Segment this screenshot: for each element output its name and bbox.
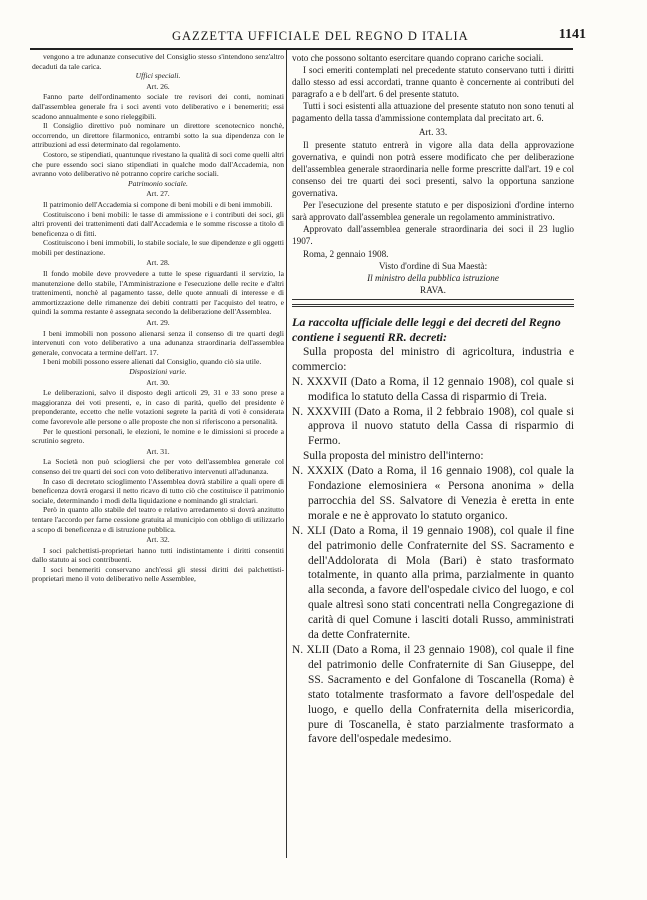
paragraph: Il Consiglio direttivo può nominare un direttore scenotecnico nonchè, occorrendo, un direttore filarmonico, entrambi sotto la sua dipendenza con le attribuzioni ad essi determinato dal regolamento. bbox=[32, 121, 284, 150]
paragraph: Per le questioni personali, le elezioni, le nomine e le dimissioni si procede a scrutinio segreto. bbox=[32, 426, 284, 446]
right-column bbox=[292, 52, 574, 747]
section-heading: Patrimonio sociale. bbox=[128, 178, 188, 188]
paragraph: Fanno parte dell'ordinamento sociale tre revisori dei conti, nominati dall'assemblea generale fra i soci aventi voto deliberativo e i benemeriti; essi scadono annualmente e sono rieleggibili. bbox=[32, 92, 284, 121]
paragraph: I beni mobili possono essere alienati dal Consiglio, quando ciò sia utile. bbox=[43, 357, 262, 367]
paragraph: Costituiscono i beni mobili: le tasse di ammissione e i contributi dei soci, gli altri proventi dei trattenimenti dati dall'Accademia e le somme riscosse a titolo di beneficenza o di fitti. bbox=[32, 209, 284, 238]
decree-item: N. XLI (Dato a Roma, il 19 gennaio 1908), col quale il fine del patrimonio delle Confraternite del SS. Sacramento e dell'Addolorata di Mola (Bari) è stato trasformato totalmente, in quanto alla prima, parzialmente in quanto alla seconda, a favore dell'ospedale civico del luogo, e col quale altresì sono stati concentrati nella Congregazione di carità di quel Comune i lasciti dotali Russo, amministrati da dette Confraternite. bbox=[292, 524, 574, 642]
gazette-title: GAZZETTA UFFICIALE DEL REGNO D ITALIA bbox=[172, 29, 469, 43]
signer-name: RAVA. bbox=[420, 284, 446, 295]
paragraph: La Società non può sciogliersi che per voto dell'assemblea generale col consenso dei tre quarti dei soci con voto deliberativo intervenuti all'adunanza. bbox=[32, 457, 284, 476]
paragraph: I soci palchettisti-proprietari hanno tutti indistintamente i diritti consentiti dallo statuto ai soci contribuenti. bbox=[32, 545, 284, 565]
article-heading: Art. 26. bbox=[146, 81, 170, 91]
paragraph: Le deliberazioni, salvo il disposto degli articoli 29, 31 e 33 sono prese a maggioranza dei voti presenti, e, in caso di parità, quello del presidente è preponderante, eccetto che nelle votazioni segrete la parità di voti è considerata come favorevole alle persone o alle proposte che non si riferiscono a personalità. bbox=[32, 388, 284, 426]
proposal-intro: Sulla proposta del ministro di agricoltura, industria e commercio: bbox=[292, 345, 574, 373]
paragraph: Tutti i soci esistenti alla attuazione del presente statuto non sono tenuti al pagamento della tassa d'ammissione contemplata dal precitato art. 6. bbox=[292, 101, 574, 124]
decree-item: N. XXXVII (Dato a Roma, il 12 gennaio 1908), col quale si modifica lo statuto della Cassa di risparmio di Treia. bbox=[292, 375, 574, 403]
paragraph: I soci benemeriti conservano anch'essi gli stessi diritti dei palchettisti-proprietari meno il voto deliberativo nelle Assemblee, bbox=[32, 564, 284, 584]
column-divider bbox=[286, 50, 287, 858]
decree-item: N. XXXIX (Dato a Roma, il 16 gennaio 1908), col quale la Fondazione elemosiniera « Persona anonima » della parrocchia del SS. Salvatore di Venezia è eretta in ente morale e ne è approvato lo statuto organico. bbox=[292, 465, 574, 522]
paragraph: Per l'esecuzione del presente statuto e per disposizioni d'ordine interno sarà approvato dall'assemblea generale un regolamento amministrativo. bbox=[292, 200, 574, 223]
article-heading: Art. 31. bbox=[146, 446, 170, 456]
page-number: 1141 bbox=[558, 27, 586, 42]
visto-line: Visto d'ordine di Sua Maestà: bbox=[378, 260, 488, 271]
paragraph: Il fondo mobile deve provvedere a tutte le spese riguardanti il servizio, la manutenzione dello stabile, l'Amministrazione e l'esecuzione delle recite e d'altri trattenimenti, nonchè al pagamento tasse, delle quote annuali di interesse e di ammortizzazione delle rimanenze dei debiti contratti per l'acquisto del teatro, e quindi la somma restante è assegnata secondo la deliberazione dell'Assemblea. bbox=[32, 269, 284, 317]
date-line: Roma, 2 gennaio 1908. bbox=[303, 248, 389, 259]
short-rule bbox=[292, 299, 574, 300]
paragraph: Però in quanto allo stabile del teatro e relativo arredamento si dovrà anzitutto tentare l'accordo per farne cessione gratuita al municipio con obbligo di utilizzarlo a scopo di beneficenza e di istruzione pubblica. bbox=[32, 505, 284, 534]
double-rule bbox=[292, 304, 574, 307]
section-heading: Uffici speciali. bbox=[135, 71, 181, 81]
approval-note: Approvato dall'assemblea generale straordinaria dei soci il 23 luglio 1907. bbox=[292, 224, 574, 247]
decrees-heading: La raccolta ufficiale delle leggi e dei decreti del Regno contiene i seguenti RR. decreti: bbox=[292, 314, 561, 344]
minister-title: Il ministro della pubblica istruzione bbox=[367, 272, 499, 283]
article-heading: Art. 27. bbox=[146, 189, 170, 199]
header-rule bbox=[30, 48, 573, 50]
decree-item: N. XLII (Dato a Roma, il 23 gennaio 1908), col quale il fine del patrimonio delle Confraternite di San Giuseppe, del SS. Sacramento e del Gonfalone di Toscanella (Roma) è stato totalmente trasformato a favore dell'ospedale del luogo, e quello della Confraternita della misericordia, pure di Toscanella, è stato parzialmente trasformato a favore dell'ospedale medesimo. bbox=[292, 644, 574, 746]
article-heading: Art. 30. bbox=[146, 377, 170, 387]
paragraph: voto che possono soltanto esercitare quando coprano cariche sociali. bbox=[292, 53, 544, 63]
paragraph: I beni immobili non possono alienarsi senza il consenso di tre quarti degli intervenuti con voto deliberativo a una adunanza straordinaria dell'assemblea generale, convocata a termine dell'art. 17. bbox=[32, 328, 284, 357]
decree-item: N. XXXVIII (Dato a Roma, il 2 febbraio 1908), col quale si approva il nuovo statuto della Cassa di risparmio di Fermo. bbox=[292, 405, 574, 448]
paragraph: vengono a tre adunanze consecutive del Consiglio stesso s'intendono senz'altro decaduti da tale carica. bbox=[32, 52, 284, 71]
section-heading: Disposizioni varie. bbox=[129, 367, 187, 376]
proposal-intro: Sulla proposta del ministro dell'interno: bbox=[303, 450, 484, 463]
page-header bbox=[28, 27, 586, 47]
article-heading: Art. 28. bbox=[146, 258, 170, 268]
article-heading: Art. 29. bbox=[146, 318, 170, 328]
paragraph: Il presente statuto entrerà in vigore alla data della approvazione governativa, e quindi non potrà essere modificato che per deliberazione dell'assemblea generale straordinaria nelle forme prescritte dall'art. 19 e col consenso dei tre quarti dei soci presenti, salvo la opportuna sanzione governativa. bbox=[292, 139, 574, 199]
paragraph: Costituiscono i beni immobili, lo stabile sociale, le sue dipendenze e gli oggetti mobili per destinazione. bbox=[32, 238, 284, 257]
paragraph: In caso di decretato scioglimento l'Assemblea dovrà stabilire a quali opere di beneficenza dovrà erogarsi il netto ricavo di tutto ciò che costituisce il patrimonio sociale, determinando i modi della liquidazione e nominando gli stralciari. bbox=[32, 476, 284, 505]
article-heading: Art. 32. bbox=[146, 535, 170, 545]
paragraph: Costoro, se stipendiati, quantunque rivestano la qualità di soci come quelli altri che pure essendo soci siano stipendiati in qualche modo dall'Accademia, non avranno voto deliberativo nè potranno coprire cariche sociali. bbox=[32, 149, 284, 179]
paragraph: I soci emeriti contemplati nel precedente statuto conservano tutti i diritti dallo stesso ad essi accordati, tranne quanto è concernente ai contributi del paragrafo a e b dell'art. 6 del presente statuto. bbox=[292, 65, 574, 100]
article-heading: Art. 33. bbox=[418, 126, 448, 137]
paragraph: Il patrimonio dell'Accademia si compone di beni mobili e di beni immobili. bbox=[43, 199, 273, 209]
left-column bbox=[32, 52, 284, 584]
